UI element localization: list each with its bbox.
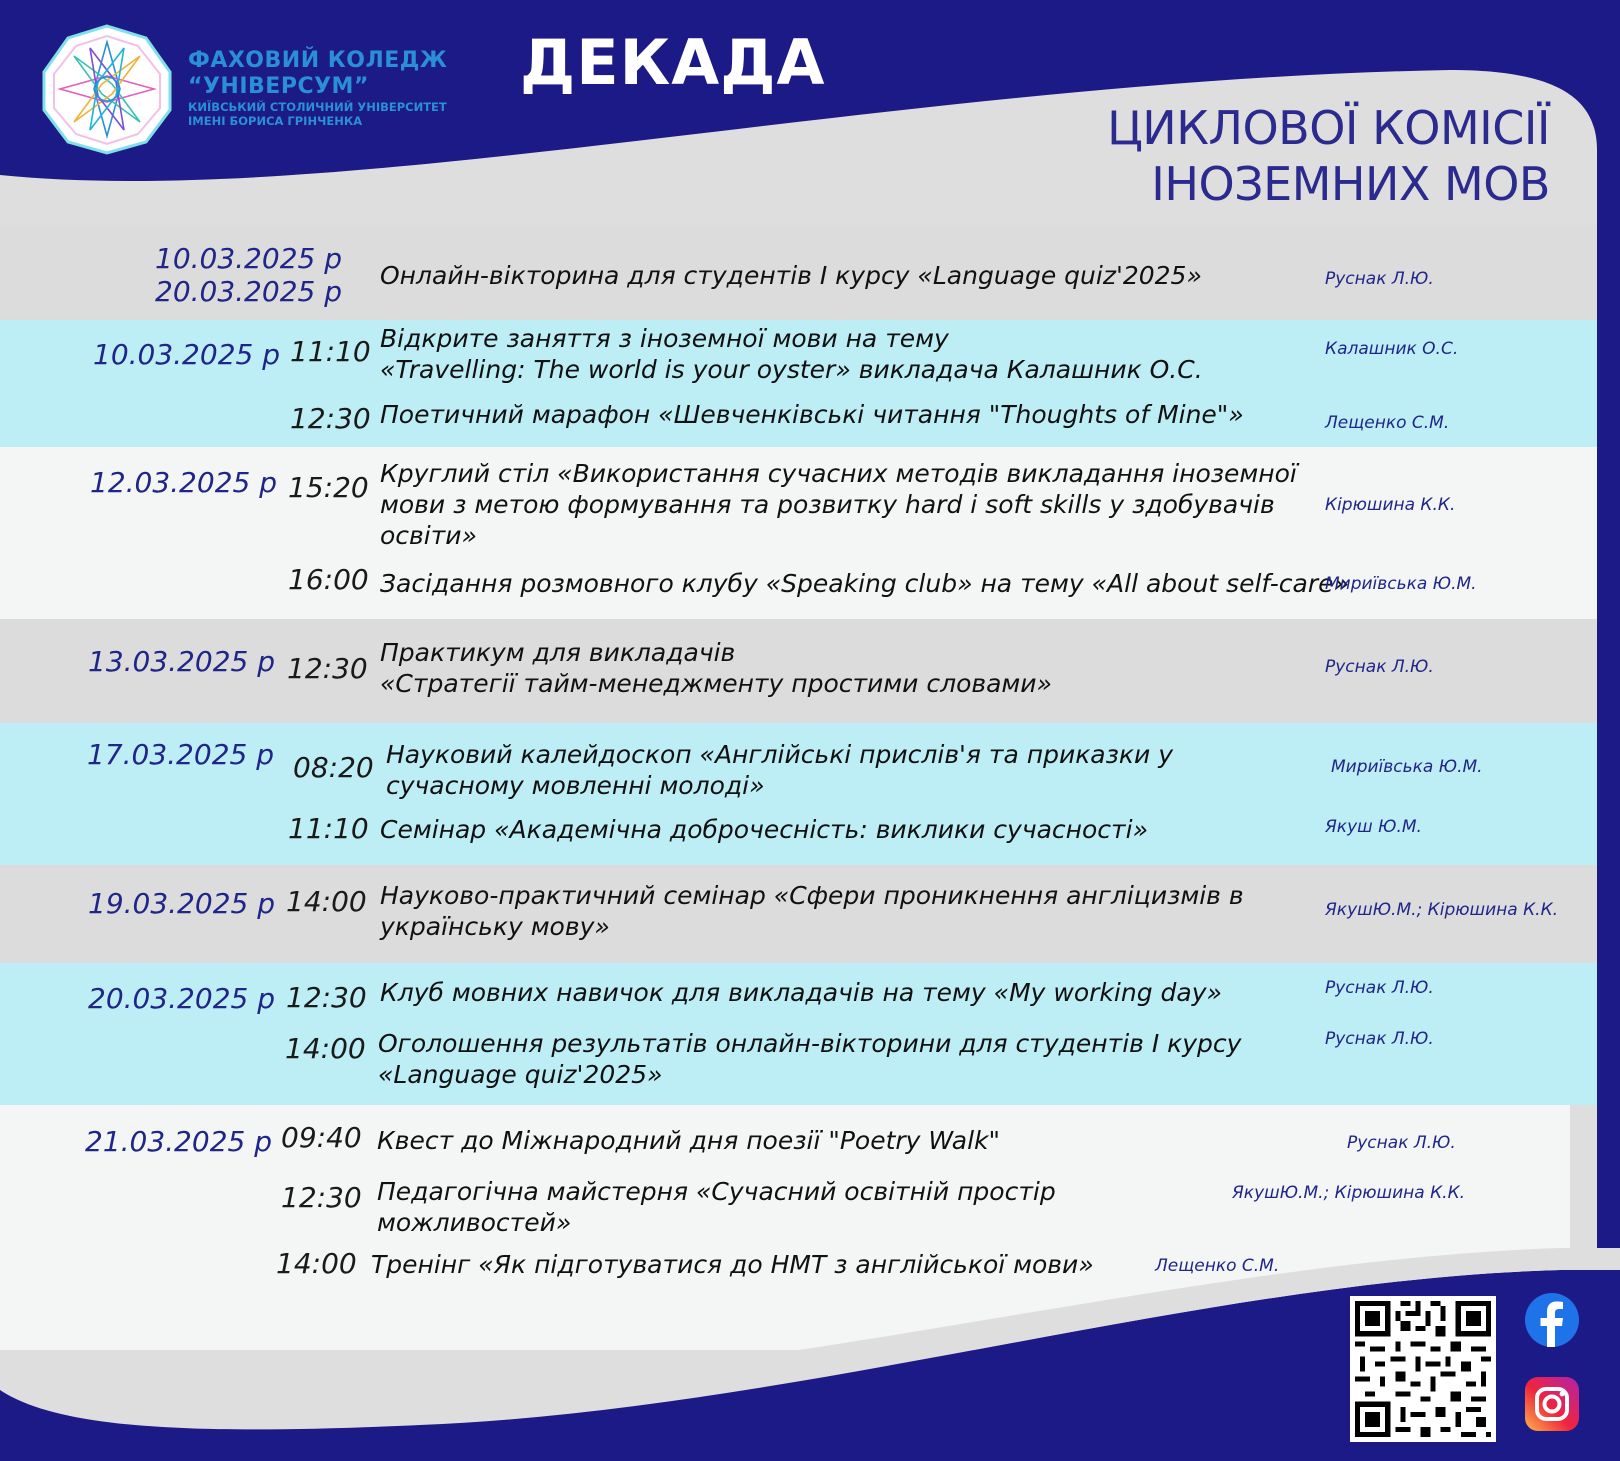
event-person: Руснак Л.Ю. [1347,1133,1456,1153]
event-line: освіти» [380,521,477,550]
event-text [378,1028,1241,1090]
logo-line-3: КИЇВСЬКИЙ СТОЛИЧНИЙ УНІВЕРСИТЕТ [188,100,447,114]
event-person: Мириївська Ю.М. [1331,757,1483,777]
event-text [377,1176,1056,1238]
event-time: 09:40 [281,1121,362,1154]
date-label: 20.03.2025 р [155,275,342,308]
event-time: 11:10 [290,335,371,368]
college-logo-icon [40,22,175,157]
event-text [380,323,1203,385]
date-label: 10.03.2025 р [155,242,342,275]
event-text: Квест до Міжнародний дня поезії "Poetry Walk" [377,1126,1001,1155]
event-time: 12:30 [287,652,368,685]
date-label: 21.03.2025 р [85,1125,272,1158]
date-label: 17.03.2025 р [87,738,274,771]
event-line: «Language quiz'2025» [378,1060,663,1089]
event-line: Педагогічна майстерня «Сучасний освітній простір [377,1177,1056,1206]
event-person: Кірюшина К.К. [1325,495,1456,515]
event-line: «Travelling: The world is your oyster» викладача Калашник О.С. [380,355,1203,384]
event-line: можливостей» [377,1208,572,1237]
event-time: 16:00 [288,563,369,596]
event-text [380,458,1297,551]
event-line: мови з метою формування та розвитку hard і soft skills у здобувачів [380,490,1275,519]
date-label: 20.03.2025 р [88,982,275,1015]
event-line: Науковий калейдоскоп «Англійські прислів'я та приказки у [386,740,1173,769]
event-time: 12:30 [290,402,371,435]
instagram-icon[interactable] [1525,1377,1579,1431]
event-person: Мириївська Ю.М. [1325,574,1477,594]
event-text: Засідання розмовного клубу «Speaking club» на тему «All about self-care» [380,569,1349,598]
date-label: 19.03.2025 р [88,887,275,920]
date-label: 12.03.2025 р [90,466,277,499]
event-person: ЯкушЮ.М.; Кірюшина К.К. [1325,900,1559,920]
event-person: Калашник О.С. [1325,339,1459,359]
event-person: Лещенко С.М. [1325,413,1450,433]
event-line: Оголошення результатів онлайн-вікторини для студентів І курсу [378,1029,1242,1058]
logo-line-1: ФАХОВИЙ КОЛЕДЖ [188,48,448,73]
event-text [380,637,1052,699]
logo-text [188,48,447,128]
event-time: 12:30 [281,1181,362,1214]
event-text: Клуб мовних навичок для викладачів на тему «My working day» [380,978,1222,1007]
event-time: 14:00 [276,1247,357,1280]
title-main: ДЕКАДА [520,26,826,99]
event-person: Руснак Л.Ю. [1325,269,1434,289]
event-time: 08:20 [293,751,374,784]
event-person: Якуш Ю.М. [1325,817,1422,837]
event-text: Онлайн-вікторина для студентів І курсу «Language quiz'2025» [380,261,1202,290]
title-sub-line-2: ІНОЗЕМНИХ МОВ [1151,157,1550,211]
event-time: 14:00 [285,1032,366,1065]
event-time: 11:10 [288,812,369,845]
event-text [380,880,1244,942]
event-text: Поетичний марафон «Шевченківські читання "Thoughts of Mine"» [380,400,1244,429]
logo-line-4: ІМЕНІ БОРИСА ГРІНЧЕНКА [188,114,363,128]
event-time: 15:20 [288,471,369,504]
event-time: 12:30 [286,981,367,1014]
logo-line-2: “УНІВЕРСУМ” [188,74,369,99]
event-text: Семінар «Академічна доброчесність: виклики сучасності» [380,815,1148,844]
event-text [386,739,1173,801]
event-person: ЯкушЮ.М.; Кірюшина К.К. [1232,1183,1466,1203]
event-person: Руснак Л.Ю. [1325,1029,1434,1049]
event-line: Круглий стіл «Використання сучасних методів викладання іноземної [380,459,1297,488]
event-person: Лещенко С.М. [1155,1256,1280,1276]
event-text: Тренінг «Як підготуватися до НМТ з англійської мови» [371,1250,1094,1279]
event-person: Руснак Л.Ю. [1325,978,1434,998]
event-line: Практикум для викладачів [380,638,736,667]
event-line: сучасному мовленні молоді» [386,771,765,800]
title-sub [1107,100,1550,212]
event-time: 14:00 [286,885,367,918]
event-line: «Стратегії тайм-менеджменту простими словами» [380,669,1052,698]
event-person: Руснак Л.Ю. [1325,657,1434,677]
date-label: 10.03.2025 р [93,338,280,371]
event-line: українську мову» [380,912,610,941]
event-line: Науково-практичний семінар «Сфери проникнення англіцизмів в [380,881,1244,910]
qr-code-icon[interactable] [1350,1296,1496,1442]
facebook-icon[interactable] [1525,1293,1579,1347]
title-sub-line-1: ЦИКЛОВОЇ КОМІСІЇ [1107,101,1550,155]
event-line: Відкрите заняття з іноземної мови на тему [380,324,949,353]
date-label: 13.03.2025 р [88,645,275,678]
